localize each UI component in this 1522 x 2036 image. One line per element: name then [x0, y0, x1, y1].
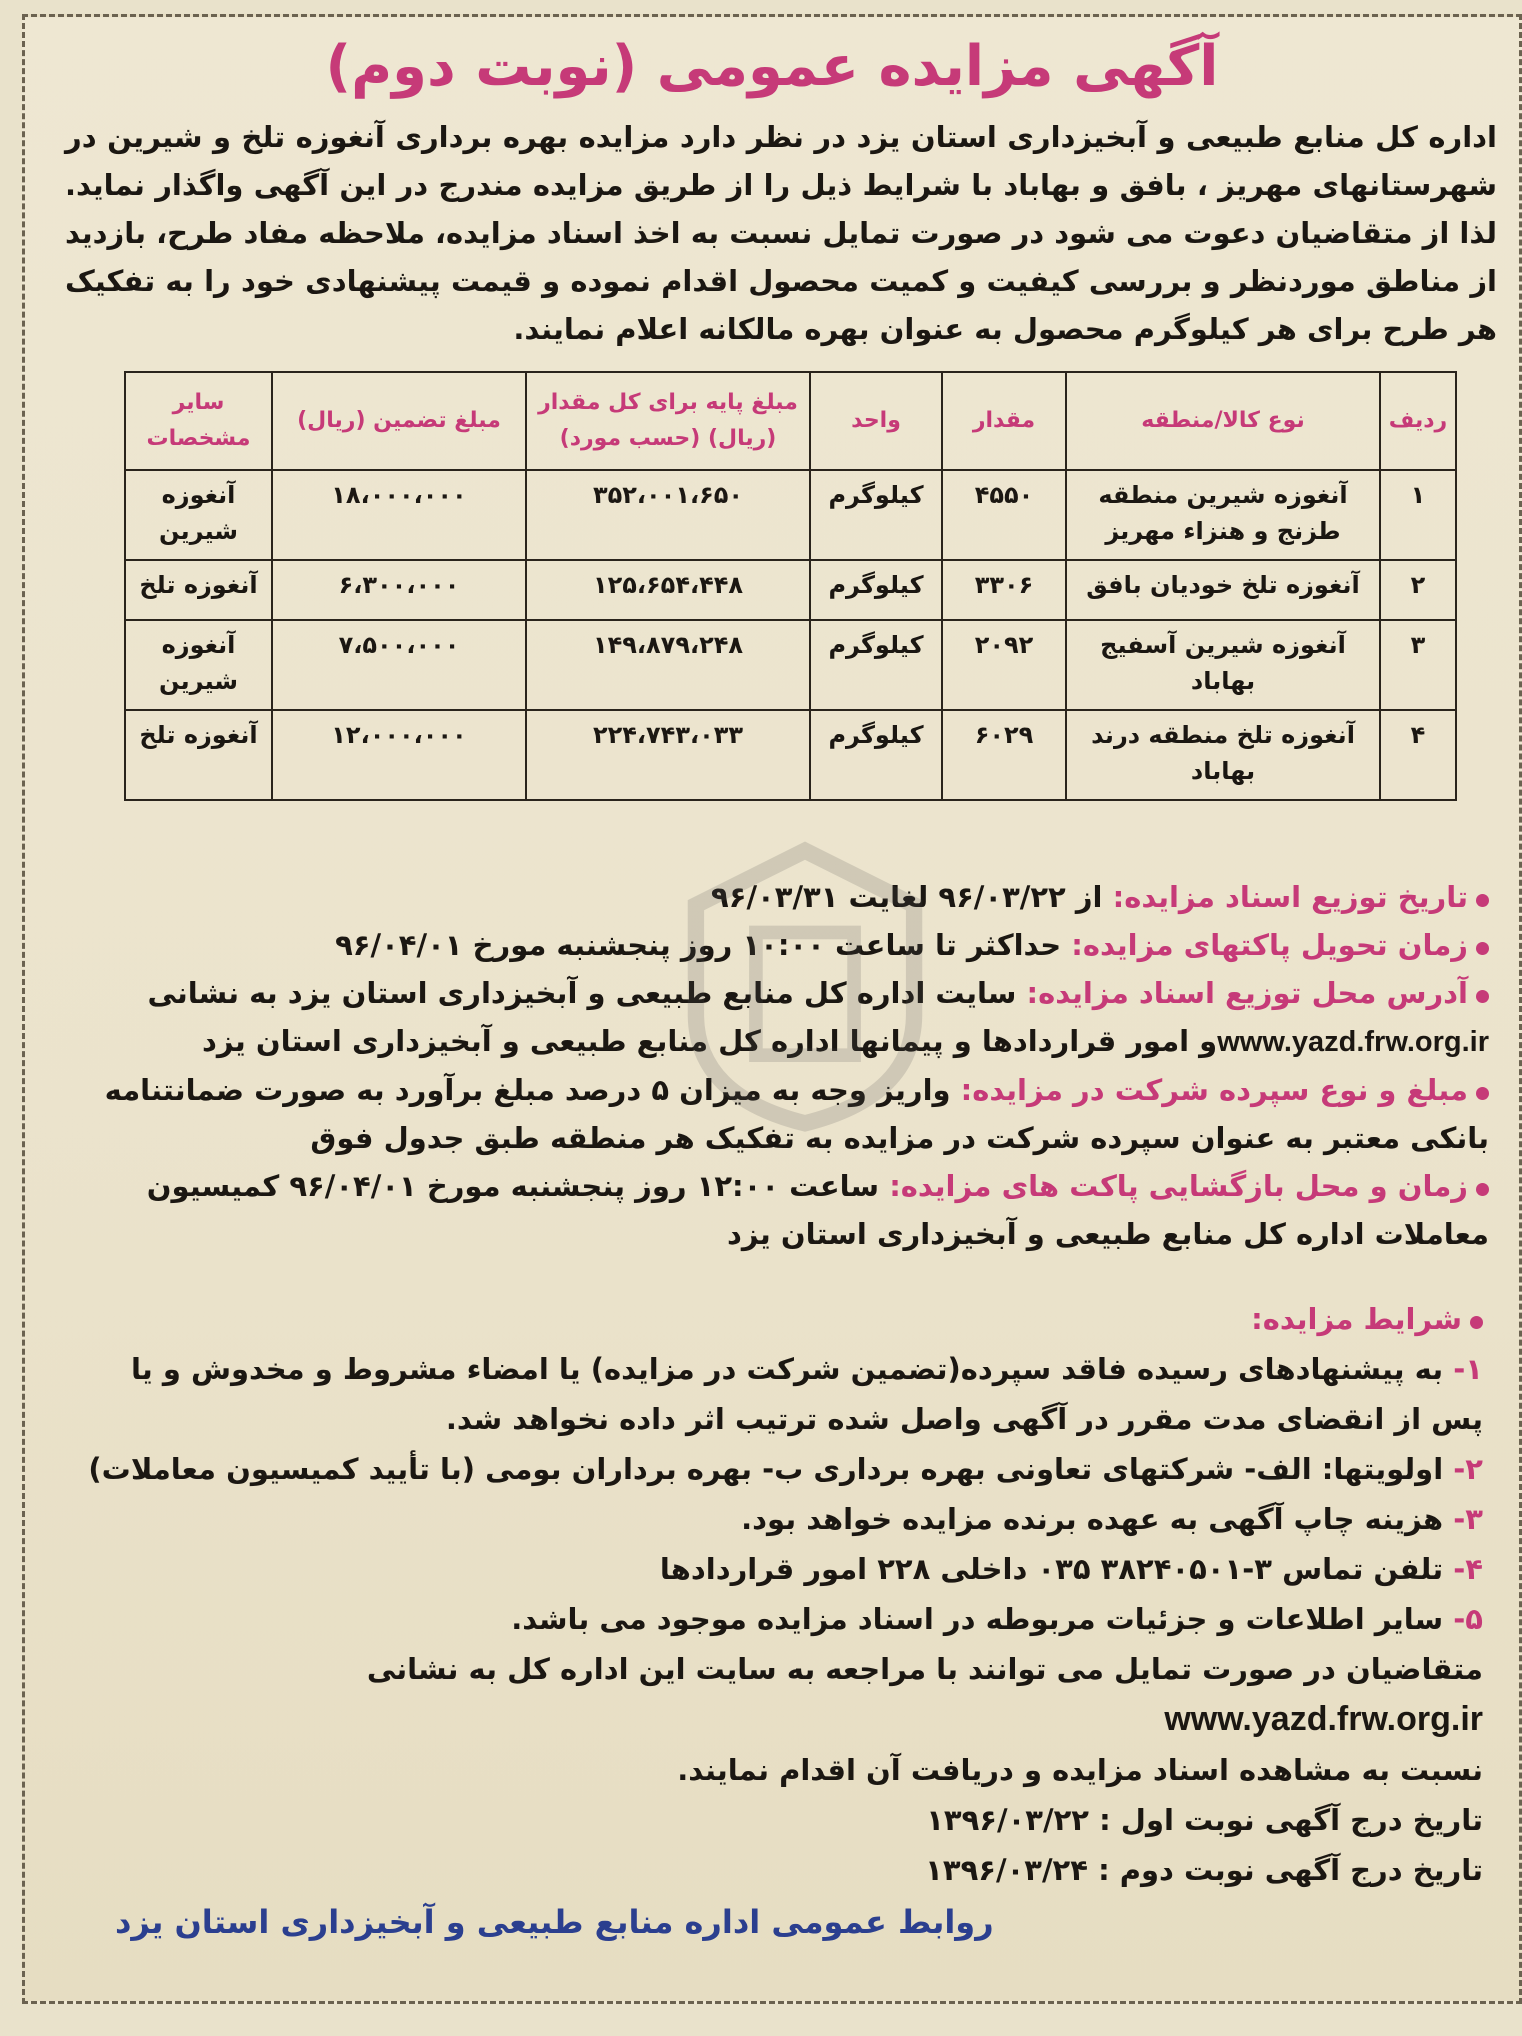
distribution-value: از ۹۶/۰۳/۲۲ لغایت ۹۶/۰۳/۳۱ — [711, 880, 1103, 914]
cell-quantity: ۶۰۲۹ — [942, 710, 1066, 800]
cell-row-number: ۴ — [1380, 710, 1456, 800]
col-header-guarantee: مبلغ تضمین (ریال) — [272, 372, 526, 470]
deposit-line — [81, 1066, 1489, 1162]
term-item — [81, 1544, 1483, 1594]
col-header-quantity: مقدار — [942, 372, 1066, 470]
closing-line-2: نسبت به مشاهده اسناد مزایده و دریافت آن اقدام نمایند. — [677, 1753, 1483, 1787]
bullet-icon — [1476, 942, 1489, 955]
bullet-icon — [1476, 1183, 1489, 1196]
term-number: ۵- — [1453, 1602, 1483, 1636]
table-row — [125, 560, 1456, 620]
terms-heading-text: شرایط مزایده: — [1251, 1302, 1462, 1336]
col-header-row-number: ردیف — [1380, 372, 1456, 470]
cell-base-price: ۳۵۲،۰۰۱،۶۵۰ — [526, 470, 810, 560]
delivery-time-line — [81, 921, 1489, 969]
cell-row-number: ۳ — [1380, 620, 1456, 710]
auction-items-table — [124, 371, 1457, 801]
cell-unit: کیلوگرم — [810, 620, 942, 710]
term-number: ۱- — [1453, 1352, 1483, 1386]
auction-info-section — [81, 873, 1489, 1258]
term-number: ۴- — [1453, 1552, 1483, 1586]
delivery-value: حداکثر تا ساعت ۱۰:۰۰ روز پنجشنبه مورخ ۹۶/۰۴/۰۱ — [335, 928, 1062, 962]
deposit-label: مبلغ و نوع سپرده شرکت در مزایده: — [960, 1073, 1468, 1107]
intro-paragraph: اداره کل منابع طبیعی و آبخیزداری استان یزد در نظر دارد مزایده بهره برداری آنغوزه تلخ و شیرین در شهرستانهای مهریز ، بافق و بهاباد با شرایط ذیل را از طریق مزایده مندرج در این آگهی واگذار نماید. لذا از متقاضیان دعوت می شود در صورت تمایل نسبت به اخذ اسناد مزایده، ملاحظه مفاد طرح، بازدید از مناطق موردنظر و بررسی کیفیت و کمیت محصول اقدام نموده و قیمت پیشنهادی خود را به تفکیک هر طرح برای هر کیلوگرم محصول به عنوان بهره مالکانه اعلام نمایند. — [65, 120, 1497, 346]
cell-guarantee: ۶،۳۰۰،۰۰۰ — [272, 560, 526, 620]
term-text: تلفن تماس ۳-۳۸۲۴۰۵۰۱ ۰۳۵ داخلی ۲۲۸ امور قراردادها — [659, 1552, 1444, 1586]
term-text: سایر اطلاعات و جزئیات مربوطه در اسناد مزایده موجود می باشد. — [511, 1602, 1444, 1636]
term-number: ۳- — [1453, 1502, 1483, 1536]
address-value: سایت اداره کل منابع طبیعی و آبخیزداری استان یزد به نشانی — [147, 976, 1017, 1010]
cell-quantity: ۲۰۹۲ — [942, 620, 1066, 710]
opening-line — [81, 1162, 1489, 1258]
distribution-date-line — [81, 873, 1489, 921]
term-item — [81, 1344, 1483, 1444]
cell-other: آنغوزه شیرین — [125, 470, 272, 560]
cell-item: آنغوزه تلخ خودیان بافق — [1066, 560, 1380, 620]
address-value-2: و امور قراردادها و پیمانها اداره کل منابع طبیعی و آبخیزداری استان یزد — [202, 1024, 1218, 1058]
first-publish-date: تاریخ درج آگهی نوبت اول : ۱۳۹۶/۰۳/۲۲ — [926, 1803, 1483, 1837]
table-row — [125, 470, 1456, 560]
cell-base-price: ۲۲۴،۷۴۳،۰۳۳ — [526, 710, 810, 800]
bullet-icon — [1476, 990, 1489, 1003]
col-header-base-price: مبلغ پایه برای کل مقدار (ریال) (حسب مورد) — [526, 372, 810, 470]
cell-quantity: ۴۵۵۰ — [942, 470, 1066, 560]
deposit-value: واریز وجه به میزان ۵ درصد مبلغ برآورد به صورت ضمانتنامه بانکی معتبر به عنوان سپرده شرکت در مزایده به تفکیک هر منطقه طبق جدول فوق — [104, 1073, 1489, 1155]
cell-other: آنغوزه شیرین — [125, 620, 272, 710]
cell-other: آنغوزه تلخ — [125, 560, 272, 620]
col-header-item: نوع کالا/منطقه — [1066, 372, 1380, 470]
term-item — [81, 1594, 1483, 1644]
table-header-row — [125, 372, 1456, 470]
term-text: اولویتها: الف- شرکتهای تعاونی بهره برداری ب- بهره برداران بومی (با تأیید کمیسیون معاملات) — [88, 1452, 1444, 1486]
cell-guarantee: ۱۸،۰۰۰،۰۰۰ — [272, 470, 526, 560]
opening-label: زمان و محل بازگشایی پاکت های مزایده: — [889, 1169, 1468, 1203]
cell-row-number: ۱ — [1380, 470, 1456, 560]
cell-guarantee: ۷،۵۰۰،۰۰۰ — [272, 620, 526, 710]
term-text: به پیشنهادهای رسیده فاقد سپرده(تضمین شرکت در مزایده) یا امضاء مشروط و مخدوش و یا پس از انقضای مدت مقرر در آگهی واصل شده ترتیب اثر داده نخواهد شد. — [130, 1352, 1483, 1436]
cell-other: آنغوزه تلخ — [125, 710, 272, 800]
second-publish-date: تاریخ درج آگهی نوبت دوم : ۱۳۹۶/۰۳/۲۴ — [925, 1853, 1483, 1887]
cell-guarantee: ۱۲،۰۰۰،۰۰۰ — [272, 710, 526, 800]
table-row — [125, 710, 1456, 800]
cell-item: آنغوزه شیرین منطقه طزنج و هنزاء مهریز — [1066, 470, 1380, 560]
cell-row-number: ۲ — [1380, 560, 1456, 620]
closing-line — [81, 1644, 1483, 1745]
closing-url-link[interactable]: www.yazd.frw.org.ir — [1164, 1700, 1483, 1738]
terms-list — [81, 1344, 1483, 1895]
bullet-icon — [1476, 894, 1489, 907]
term-item — [81, 1444, 1483, 1494]
notice-title: آگهی مزایده عمومی (نوبت دوم) — [325, 34, 1219, 99]
bullet-icon — [1476, 1087, 1489, 1100]
term-item — [81, 1494, 1483, 1544]
cell-quantity: ۳۳۰۶ — [942, 560, 1066, 620]
delivery-label: زمان تحویل پاکتهای مزایده: — [1071, 928, 1468, 962]
cell-unit: کیلوگرم — [810, 710, 942, 800]
public-relations-signature: روابط عمومی اداره منابع طبیعی و آبخیزداری استان یزد — [115, 1903, 994, 1941]
table-row — [125, 620, 1456, 710]
terms-heading — [25, 1302, 1483, 1336]
address-line — [81, 969, 1489, 1066]
cell-item: آنغوزه شیرین آسفیج بهاباد — [1066, 620, 1380, 710]
address-url-link[interactable]: www.yazd.frw.org.ir — [1217, 1026, 1489, 1058]
cell-unit: کیلوگرم — [810, 470, 942, 560]
cell-base-price: ۱۲۵،۶۵۴،۴۴۸ — [526, 560, 810, 620]
address-label: آدرس محل توزیع اسناد مزایده: — [1026, 976, 1468, 1010]
col-header-unit: واحد — [810, 372, 942, 470]
cell-base-price: ۱۴۹،۸۷۹،۲۴۸ — [526, 620, 810, 710]
bullet-icon — [1470, 1316, 1483, 1329]
closing-text-1: متقاضیان در صورت تمایل می توانند با مراجعه به سایت این اداره کل به نشانی — [366, 1652, 1483, 1686]
distribution-label: تاریخ توزیع اسناد مزایده: — [1112, 880, 1468, 914]
term-number: ۲- — [1453, 1452, 1483, 1486]
cell-unit: کیلوگرم — [810, 560, 942, 620]
col-header-other: سایر مشخصات — [125, 372, 272, 470]
cell-item: آنغوزه تلخ منطقه درند بهاباد — [1066, 710, 1380, 800]
term-text: هزینه چاپ آگهی به عهده برنده مزایده خواهد بود. — [741, 1502, 1444, 1536]
opening-value: ساعت ۱۲:۰۰ روز پنجشنبه مورخ ۹۶/۰۴/۰۱ کمیسیون معاملات اداره کل منابع طبیعی و آبخیزداری استان یزد — [146, 1169, 1489, 1251]
newspaper-notice — [22, 14, 1522, 2004]
